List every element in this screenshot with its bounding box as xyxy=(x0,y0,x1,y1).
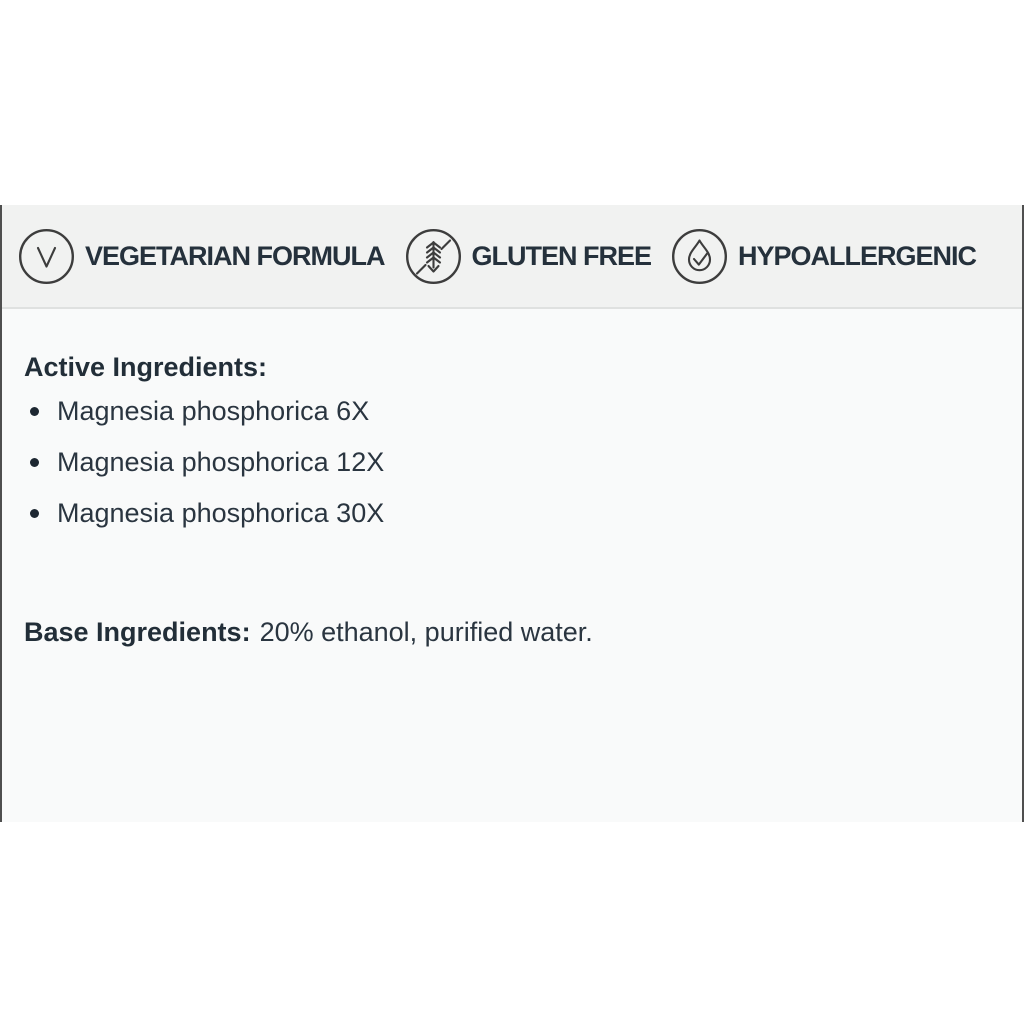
badge-label: GLUTEN FREE xyxy=(471,240,652,271)
ingredient-text: Magnesia phosphorica 6X xyxy=(57,396,370,426)
vegetarian-v-icon xyxy=(18,228,75,285)
list-item xyxy=(24,498,1000,529)
base-ingredients-line xyxy=(24,616,1000,648)
badge-gluten-free xyxy=(405,228,652,285)
active-ingredients-heading: Active Ingredients: xyxy=(24,352,268,382)
ingredients-section xyxy=(2,309,1022,822)
badge-label: VEGETARIAN FORMULA xyxy=(85,240,385,271)
product-info-card xyxy=(0,205,1024,822)
list-item xyxy=(24,396,1000,427)
base-ingredients-label: Base Ingredients: xyxy=(24,617,251,647)
ingredient-text: Magnesia phosphorica 30X xyxy=(57,498,385,528)
active-ingredients-list xyxy=(24,396,1000,529)
list-item xyxy=(24,447,1000,478)
gluten-free-wheat-icon xyxy=(405,228,462,285)
feature-badge-row xyxy=(2,205,1022,309)
bullet-icon xyxy=(30,407,39,416)
base-ingredients-value: 20% ethanol, purified water. xyxy=(259,617,593,647)
badge-hypoallergenic xyxy=(671,228,976,285)
bullet-icon xyxy=(30,509,39,518)
bullet-icon xyxy=(30,458,39,467)
ingredient-text: Magnesia phosphorica 12X xyxy=(57,447,385,477)
badge-vegetarian-formula xyxy=(18,228,385,285)
hypoallergenic-droplet-check-icon xyxy=(671,228,728,285)
badge-label: HYPOALLERGENIC xyxy=(738,240,977,271)
